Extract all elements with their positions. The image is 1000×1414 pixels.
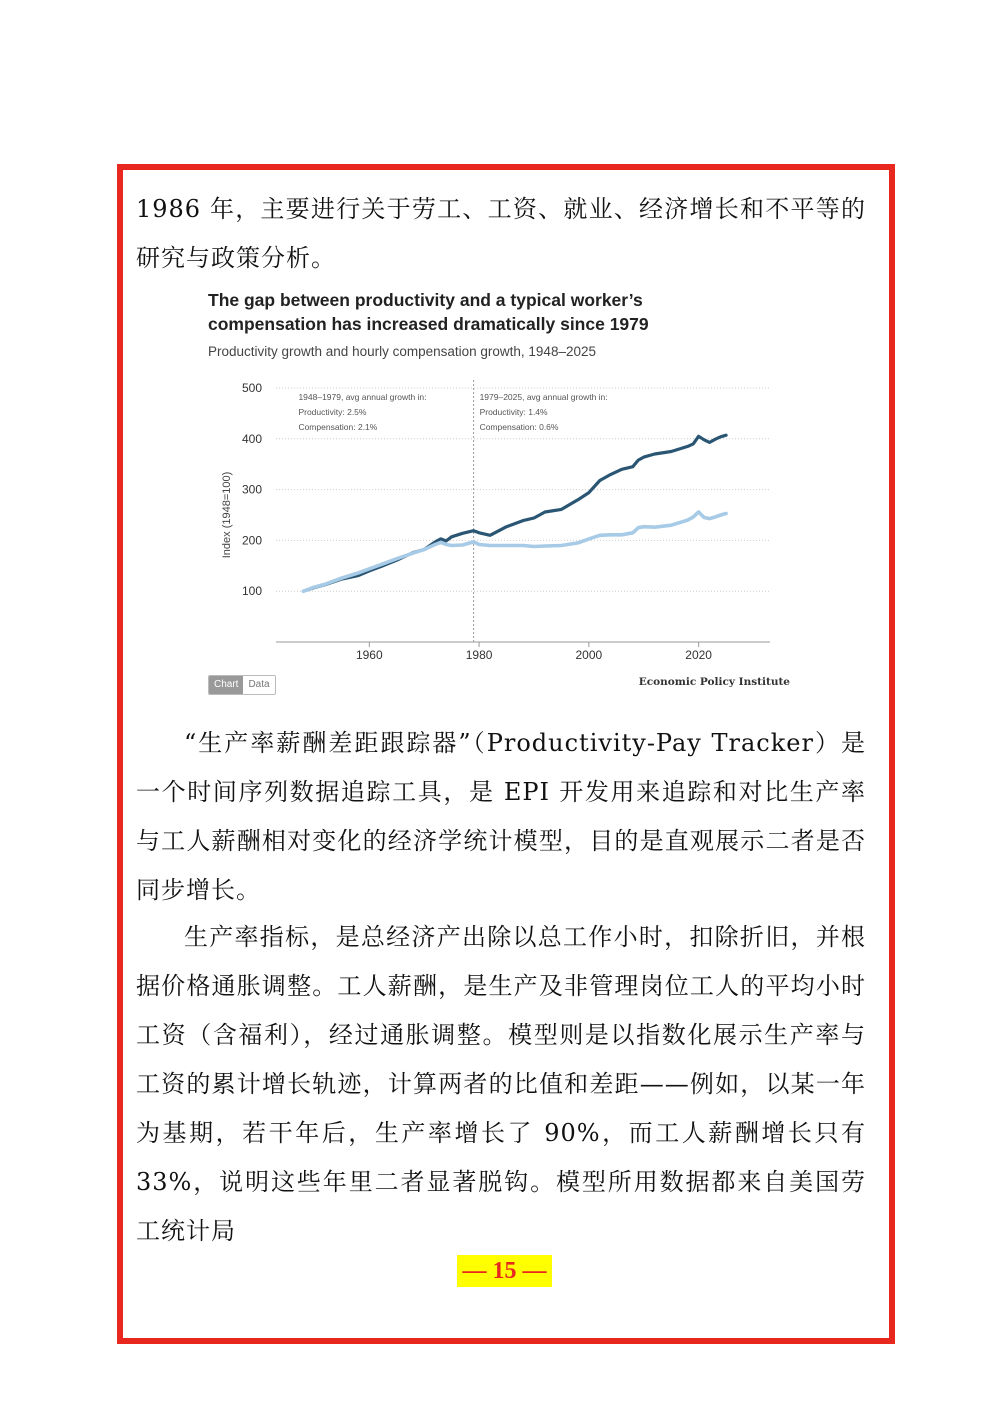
chart-data-toggle[interactable]: [208, 675, 276, 695]
paragraph-tracker: “生产率薪酬差距跟踪器”（Productivity-Pay Tracker）是一个时间序列数据追踪工具，是 EPI 开发用来追踪和对比生产率与工人薪酬相对变化的经济学统计模型，目的是直观展示二者是否同步增长。: [136, 729, 866, 904]
annotation-pre-line: Productivity: 2.5%: [298, 407, 367, 417]
annotation-post-line: Productivity: 1.4%: [479, 407, 548, 417]
y-tick-label: 300: [241, 482, 262, 497]
x-tick-label: 2000: [575, 648, 603, 662]
chart-title: The gap between productivity and a typical worker’s compensation has increased dramatically since 1979: [208, 290, 649, 334]
x-tick-label: 2020: [685, 648, 712, 662]
y-tick-label: 100: [241, 584, 262, 599]
y-axis-label: Index (1948=100): [221, 471, 233, 559]
chart-plot: [200, 285, 800, 700]
y-tick-label: 500: [241, 381, 262, 395]
paragraph-intro: 1986 年，主要进行关于劳工、工资、就业、经济增长和不平等的研究与政策分析。: [136, 195, 866, 272]
y-tick-label: 400: [241, 431, 262, 446]
paragraph-indicator: 生产率指标，是总经济产出除以总工作小时，扣除折旧，并根据价格通胀调整。工人薪酬，是生产及非管理岗位工人的平均小时工资（含福利），经过通胀调整。模型则是以指数化展示生产率与工资的累计增长轨迹，计算两者的比值和差距——例如，以某一年为基期，若干年后，生产率增长了 90%，而工人薪酬增长只有 33%，说明这些年里二者显著脱钩。模型所用数据都来自美国劳工统计局: [136, 923, 866, 1245]
x-tick-label: 1980: [465, 648, 493, 662]
toggle-chart-button[interactable]: Chart: [209, 676, 243, 694]
series-line-productivity: [303, 435, 726, 591]
x-tick-label: 1960: [355, 648, 383, 662]
y-tick-label: 200: [241, 533, 262, 548]
annotation-post-line: Compensation: 0.6%: [479, 422, 559, 432]
productivity-pay-chart: [200, 285, 800, 700]
toggle-data-button[interactable]: Data: [243, 676, 274, 694]
page-number: — 15 —: [457, 1255, 552, 1287]
annotation-pre-line: Compensation: 2.1%: [298, 422, 378, 432]
annotation-pre-line: 1948–1979, avg annual growth in:: [298, 392, 427, 402]
annotation-post-line: 1979–2025, avg annual growth in:: [479, 392, 608, 402]
chart-source: Economic Policy Institute: [638, 676, 790, 688]
chart-subtitle: Productivity growth and hourly compensation growth, 1948–2025: [208, 344, 596, 359]
